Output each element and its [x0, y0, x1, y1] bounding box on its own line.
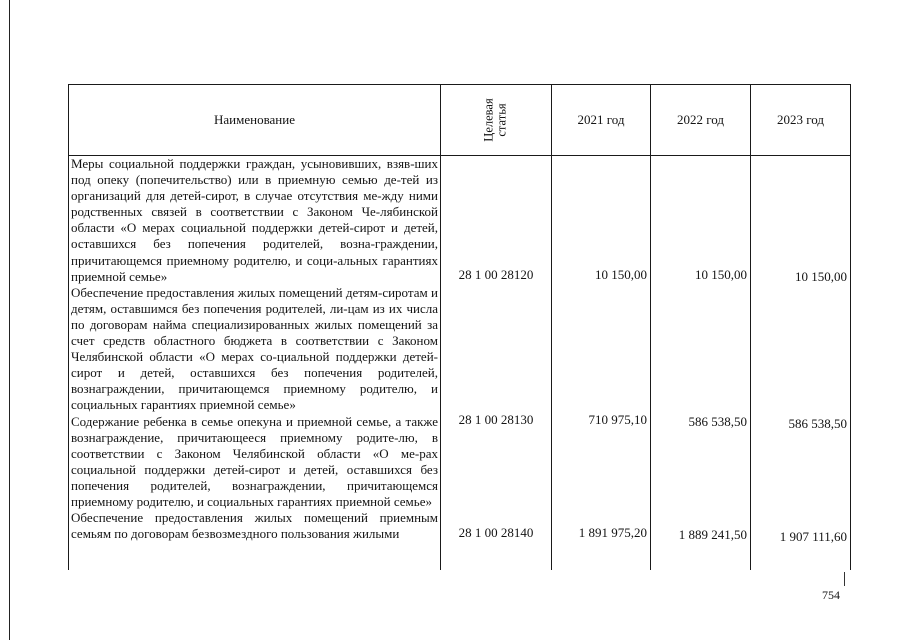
row-name-4: Обеспечение предоставления жилых помещений приемным семьям по договорам безвозмездного пользования жилыми [71, 510, 438, 542]
code-column [441, 156, 552, 570]
table-header-row [69, 85, 851, 156]
row-2022-value-3: 1 889 241,50 [678, 527, 747, 542]
row-2023-value-1: 10 150,00 [795, 269, 847, 284]
header-year-2023 [751, 85, 851, 156]
table-body-row [69, 156, 851, 570]
year-2023-column [751, 156, 851, 570]
header-year-2022-label: 2022 год [677, 112, 724, 127]
row-2023-value-2: 586 538,50 [788, 416, 847, 431]
year-2021-column [552, 156, 651, 570]
row-2021-value-1: 10 150,00 [595, 267, 647, 282]
row-name-2: Обеспечение предоставления жилых помещений детям-сиротам и детям, оставшимся без попечения родителей, ли-цам из их числа по договорам найма специализированных жилых помещений за счет средств областного бюджета в соответствии с Законом Челябинской области «О мерах со-циальной поддержки детей-сирот и детей, оставшихся без попечения родителей, вознаграждении, причитающемся приемному родителю, и социальных гарантиях приемной семье» [71, 284, 438, 413]
year-2022-column [651, 156, 751, 570]
page-number: 754 [822, 588, 840, 602]
page-margin-tick [844, 572, 845, 586]
header-year-2022 [651, 85, 751, 156]
name-column [69, 156, 441, 570]
row-code-1: 28 1 00 28120 [458, 267, 534, 282]
row-2021-value-3: 1 891 975,20 [578, 525, 647, 540]
header-year-2021 [552, 85, 651, 156]
row-name-1: Меры социальной поддержки граждан, усыновивших, взяв-ших под опеку (попечительство) или в приемную семью де-тей из организаций для детей-сирот, в случае отсутствия ме-жду ними родственных связей в соответствии с Законом Че-лябинской области «О мерах социальной поддержки детей-сирот и детей, оставшихся без попечения родителей, возна-граждении, причитающемся приемному родителю, и соци-альных гарантиях приемной семье» [71, 156, 438, 284]
header-code-line1: Целевая [482, 97, 496, 142]
row-code-3: 28 1 00 28140 [458, 525, 534, 540]
header-name-label: Наименование [214, 112, 295, 127]
row-2023-value-3: 1 907 111,60 [779, 529, 847, 544]
row-2022-value-1: 10 150,00 [695, 267, 747, 282]
header-code-line2: статья [495, 102, 509, 137]
row-2021-value-2: 710 975,10 [588, 412, 647, 427]
header-target-article-label [483, 98, 509, 141]
page-left-border [9, 0, 10, 640]
header-year-2021-label: 2021 год [577, 112, 625, 127]
row-code-2: 28 1 00 28130 [458, 412, 534, 427]
header-year-2023-label: 2023 год [777, 112, 824, 127]
row-2022-value-2: 586 538,50 [688, 414, 747, 429]
budget-table [68, 84, 851, 570]
header-name [69, 85, 441, 156]
row-name-3: Содержание ребенка в семье опекуна и приемной семье, а также вознаграждение, причитающееся приемному родите-лю, в соответствии с Законом Челябинской области «О ме-рах социальной поддержки детей-сирот и детей, оставшихся без попечения родителей, вознаграждении, причитающемся приемному родителю, и социальных гарантиях приемной семье» [71, 413, 438, 509]
header-target-article [441, 85, 552, 156]
